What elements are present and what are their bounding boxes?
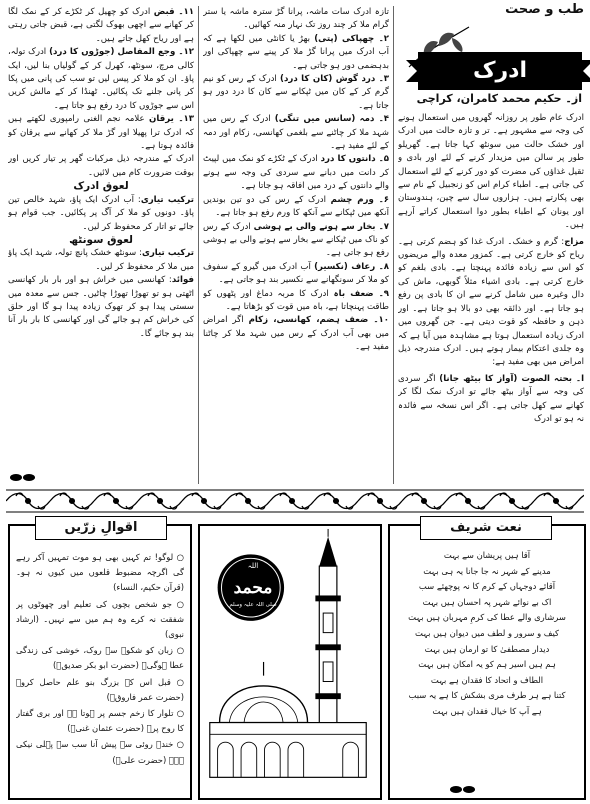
naat-verse-line [396,688,578,704]
verse-part: کرمِ مہربان ہیں بہت [408,612,485,623]
verse-part: الطاف و اتحاد کا [485,674,544,685]
naat-title: نعت شریف [420,516,552,540]
calligraphy-name: محمد [233,578,273,598]
remedy-8-heading: ۸۔ رعاف (نکسیر) [314,261,389,272]
recipe-1-heading: ترکیب تیاری [140,194,194,205]
remedy-9-text: ادرک کا مربہ دماغ اور پٹھوں کو طاقت پہنچاتا ہے، باہ میں قوت کو بڑھاتا ہے۔ [203,288,389,312]
remedy-13-text: علامہ نجم الغنی رامپوری لکھتے ہیں کہ ادرک ترا پھیلا اور گڑ ملا کر کھانے سے یرقان کو فائدہ ہوتا ہے۔ [8,114,194,152]
verse-part: ہے آپ کا خیال [490,705,542,716]
naat-verse-line [396,579,578,595]
naat-verse-line [396,548,578,564]
saying-item: ○ تلوار کا زخم جسم پر ہوتا ہے اور بری گفتار کا روح پر۔ (حضرت عثمان غنیؓ) [16,708,184,734]
sayings-title: اقوالِ زرّیں [35,516,167,540]
end-mark [10,472,36,482]
saying-item: ○ لوگو! تم کہیں بھی ہو موت تمہیں آکر رہے گی اگرچہ مضبوط قلعوں میں کیوں نہ ہو۔ (قرآن حکیم، النساء) [16,552,184,593]
remedy-8-text: آب ادرک میں گیرو کے سفوف کو ملا کر سونگھانے سے نکسیر بند ہو جاتی ہے۔ [203,261,389,286]
compounds-intro: ادرک کے مندرجہ ذیل مرکبات گھر پر تیار کریں اور بوقت ضرورت کام میں لائیں۔ [8,154,194,178]
remedy-11-text: ادرک کو چھیل کر ٹکڑے کر کے نمک لگا کر کھانے سے اچھی بھوک لگتی ہے، قبض جاتی رہتی ہے اور ریاح کھل جاتے ہیں۔ [8,7,194,44]
remedy-2-heading: ۲۔ چھپاکی (پتی) [314,33,389,44]
naat-verse-line [396,642,578,658]
article-column-right: ادرک عام طور پر روزانہ گھروں میں استعمال ہونے کی وجہ سے مشہور ہے۔ تر و تازہ حالت میں ادرک اور خشک حالت میں سونٹھ کہا جاتا ہے۔ گھریلو طور پر سالن میں مزیدار کرنے کے لئے اور بادی و ثقیل غذاؤں کی مضرت کو دور کرنے کے لئے استعمال کی جاتی ہے۔ اطباء کرام اس کو زنجبیل کے نام سے بھی پکارتے ہیں۔ ہزاروں سال سے چین، ہندوستان اور یونان کے اطباء بطور دوا استعمال کراتے آرہے ہیں۔ مزاج: گرم و خشک۔ ادرک غذا کو ہضم کرتی ہے۔ ریاح کو خارج کرتی ہے۔ کمزور معدہ والے مریضوں کو اس سے زیادہ فائدہ پہنچتا ہے۔ بادی بلغم کو خارج کرتی ہے۔ بادی اشیاء مثلاً گوبھی، ماش کی دال وغیرہ میں شامل کرنے سے ان کا بادی پن رفع ہو جاتا ہے۔ اور ذائقہ بھی دو بالا ہو جاتا ہے۔ اور ذہن و حافظہ کو قوت دیتی ہے۔ جن گھروں میں ادرک زیادہ استعمال ہوتا ہے مشاہدہ میں آیا ہے کہ وہ جلدی اعتکام بیمار ہوتے ہیں۔ ادرک مندرجہ ذیل امراض میں بھی مفید ہے: ا۔ بحتہ الصوت (آواز کا بیٹھ جانا) اگر سردی کی وجہ سے آواز بیٹھ جائے تو ادرک نمک لگا کر کھانے سے کھل جاتی ہے۔ اگر اس نسخہ سے فائدہ نہ ہو تو ادرک [398,113,584,424]
remedy-2-text: بھڑ یا کانٹی میں لکھا ہے کہ آب ادرک میں پرانا گڑ ملا کر پینے سے چھپاکی اور بدہضمی دور ہو جاتی ہے۔ [203,33,389,71]
verse-part: یہ امکان ہیں بہت [418,659,483,670]
naat-verse-line [396,626,578,642]
verse-part: دیوان ہیں بہت [415,627,469,638]
remedy-4-text: ادرک کے رس میں شہد ملا کر چاٹنے سے بلغمی کھانسی، زکام اور دمہ کے لئے مفید ہے۔ [203,114,389,152]
verse-part: فقدان ہے بہت [430,674,483,685]
column-divider [393,6,394,484]
remedy-7-text: ادرک کے رس کو ناک میں ٹپکانے سے بخار سے ہونے والی بے ہوشی رفع ہو جاتی ہے۔ [203,221,389,259]
saying-item: ○ زبان کو شکوہ سے روک، خوشی کی زندگی عطا ہوگی۔ (حضرت ابو بکر صدیقؓ) [16,645,184,671]
calligraphy-allah: اللہ [247,562,259,570]
sayings-list [16,550,184,792]
benefits-text: کھانسی میں خراش ہو اور بار بار کھانسی اٹھتی ہو تو تھوڑا تھوڑا چاٹیں۔ جس سے معدہ میں سستی پیدا ہو کر تھوک زیادہ پیدا ہو گا اور حلق کی خراش کم ہو جائے گی اور کھانسی کا بار بار آنا بند ہو جائے گا۔ [8,275,194,339]
intro-paragraph: ادرک عام طور پر روزانہ گھروں میں استعمال ہونے کی وجہ سے مشہور ہے۔ تر و تازہ حالت میں ادرک اور خشک حالت میں سونٹھ کہا جاتا ہے۔ گھریلو طور پر سالن میں مزیدار کرنے کے لئے اور بادی و ثقیل غذاؤں کی مضرت کو دور کرنے کے لئے استعمال کی جاتی ہے۔ اطباء کرام اس کو زنجبیل کے نام سے بھی پکارتے ہیں۔ ہزاروں سال سے چین، ہندوستان اور یونان کے اطباء بطور دوا استعمال کراتے آرہے ہیں۔ [398,113,584,231]
remedy-4-heading: ۴۔ دمہ (سانس میں تنگی) [274,114,389,125]
remedy-1-heading: ا۔ بحتہ الصوت (آواز کا بیٹھ جانا) [439,373,584,384]
section-title: طب و صحت [505,2,584,17]
verse-part: آقا [521,550,531,560]
verse-part: شہر نہ جا جانا یہ ہی بہت [423,565,518,576]
author-byline: از۔ حکیم محمد کامران، کراچی [416,92,582,105]
column-divider [198,6,199,484]
remedy-9-heading: ۹۔ ضعف باہ [333,288,389,299]
mizaj-paragraph: گرم و خشک۔ ادرک غذا کو ہضم کرتی ہے۔ ریاح کو خارج کرتی ہے۔ کمزور معدہ والے مریضوں کو اس سے زیادہ فائدہ پہنچتا ہے۔ بادی بلغم کو خارج کرتی ہے۔ بادی اشیاء مثلاً گوبھی، ماش کی دال وغیرہ میں شامل کرنے سے ان کا بادی پن رفع ہو جاتا ہے۔ اور ذائقہ بھی دو بالا ہو جاتا ہے۔ اور ذہن و حافظہ کو قوت دیتی ہے۔ جن گھروں میں ادرک زیادہ استعمال ہوتا ہے مشاہدہ میں آیا ہے کہ وہ جلدی اعتکام بیمار ہوتے ہیں۔ ادرک مندرجہ ذیل امراض میں بھی مفید ہے: [398,236,584,368]
floral-border [6,488,584,514]
benefits-heading: فوائد [171,275,194,286]
recipe-2-text: سونٹھ خشک پانچ تولہ، شہد ایک پاؤ میں ملا کر محفوظ کر لیں۔ [8,248,194,272]
naat-verse-line [396,610,578,626]
remedy-13-heading: ۱۳۔ یرقان [149,114,194,125]
naat-verse-line [396,595,578,611]
sayings-box [8,520,192,800]
verse-part: کیف و سرور و لطف میں [471,627,559,638]
verse-part: فقدان ہیں بہت [432,705,489,716]
verse-part: سب [418,581,435,592]
compound-1-heading: لعوق ادرک [73,180,129,193]
verse-part: اک بے نوائے شہر پہ احسان ہیں بہت [422,596,552,607]
remedy-5-heading: ۵۔ دانتوں کا درد [320,154,389,165]
compound-2-heading: لعوق سونٹھ [69,233,133,246]
article-masthead [398,0,588,108]
saying-item: ○ جو شخص بچوں کی تعلیم اور چھوٹوں پر شفقت نہ کرے وہ ہم میں سے نہیں۔ (ارشاد نبوی) [16,598,184,640]
remedy-3-heading: ۳۔ درد گوش (کان کا درد) [280,74,389,85]
remedy-12-text: ادرک تولہ، کالی مرچ، سونٹھ، کھرل کر کے گولیاں بنا لیں، ایک پاؤ۔ ان کو ملا کر پیس لیں تو سب کی پانی میں پکا کر پانی جلنے تک پکائیں۔ ٹھنڈا کر کے مالش کریں اس سے جوڑوں کا درد رفع ہو جاتا ہے۔ [8,47,194,111]
naat-verse-line [396,673,578,689]
naat-box [388,520,586,800]
verse-part: آقائے دوجہاں کے کرم کا نہ پوچھئے [436,581,556,592]
remedy-7-heading: ۷۔ بخار سے ہونے والی بے ہوشی [253,221,389,232]
remedy-11-heading: ۱۱۔ قبض [153,7,194,17]
remedy-3-text: ادرک کے رس کو نیم گرم کر کے کان میں ٹپکانے سے کان کا درد دور ہو جاتا ہے۔ [203,74,389,111]
verse-part: دیدار مصطفیٰ کا [490,643,550,654]
verse-part: بشکش کا ہے یہ سبب [408,690,486,701]
article-title-banner: ادرک [418,52,582,90]
verse-part: کتنا ہے ہر طرف مری [488,690,566,701]
article-column-middle [203,6,389,484]
verse-part: مدینے کے [520,565,551,576]
remedy-5-text: ادرک کے ٹکڑے کو نمک میں لپیٹ کر دانت میں دبانے سے سردی کی وجہ سے ہونے والے دانتوں کے درد میں افاقہ ہو جاتا ہے۔ [203,154,389,192]
remedy-6-heading: ۶۔ ورم چشم [330,194,389,205]
remedy-6-text: ادرک کے رس کی دو تین بوندیں آنکھ میں ٹپکانے سے آنکھ کا ورم رفع ہو جاتا ہے۔ [203,194,389,219]
saying-item: ○ قبل اس کے بزرگ بنو علم حاصل کرو۔ (حضرت عمر فاروقؓ) [16,676,184,702]
remedy-1-text: اگر سردی کی وجہ سے آواز بیٹھ جائے تو ادرک نمک لگا کر کھانے سے کھل جاتی ہے۔ اگر اس نسخہ سے فائدہ نہ ہو تو ادرک [398,373,584,424]
saying-item: ○ خندہ روئی سے پیش آنا سب سے پہلی نیکی ہے۔ (حضرت علیؓ) [16,739,184,765]
mizaj-heading: مزاج [564,236,584,247]
naat-verse-line [396,657,578,673]
verse-part: تو ارمان ہیں بہت [424,643,489,654]
col2-lead: تازہ ادرک سات ماشہ، پرانا گڑ سترہ ماشہ یا ستر گرام ملا کر چند روز تک نہار منہ کھائیں۔ [203,7,389,31]
remedy-10-heading: ۱۰۔ ضعف ہضم، کھانسی، زکام [248,315,389,326]
naat-verses [396,548,578,720]
recipe-1-text: آب ادرک ایک پاؤ، شہد خالص تین پاؤ۔ دونوں کو ملا کر آگ پر پکائیں۔ جب قوام ہو جائے تو اتار کر محفوظ کر لیں۔ [8,194,194,232]
verse-part: سرشاری والے عطا کی [486,612,566,623]
end-mark [450,784,476,794]
remedy-10-text: اگر امراض میں بھی آب ادرک کے رس میں شہد ملا کر چاٹنا مفید ہے۔ [203,315,389,353]
remedy-12-heading: ۱۲۔ وجع المفاصل (جوڑوں کا درد) [49,47,194,58]
recipe-2-heading: ترکیب تیاری [141,248,194,259]
naat-verse-line [396,704,578,720]
verse-part: ہیں پریشان سے بہت [443,550,519,560]
mosque-illustration-box [198,524,382,800]
calligraphy-blessing: صلی اللہ علیہ وسلم [229,602,277,608]
verse-part: ہم ہیں اسیر ہم کو [485,659,556,670]
naat-verse-line [396,564,578,580]
article-column-left: ۱۱۔ قبض ادرک کو چھیل کر ٹکڑے کر کے نمک لگا کر کھانے سے اچھی بھوک لگتی ہے، قبض جاتی رہتی ہے اور ریاح کھل جاتے ہیں۔ ۱۲۔ وجع المفاصل (جوڑوں کا درد) ادرک تولہ، کالی مرچ، سونٹھ، کھرل کر کے گولیاں بنا لیں، ایک پاؤ۔ ان کو ملا کر پیس لیں تو سب کی پانی میں پکا کر پانی جلنے تک پکائیں۔ ٹھنڈا کر کے مالش کریں اس سے جوڑوں کا درد رفع ہو جاتا ہے۔ ۱۳۔ یرقان علامہ نجم الغنی رامپوری لکھتے ہیں کہ ادرک ترا پھیلا اور گڑ ملا کر کھانے سے یرقان کو فائدہ ہوتا ہے۔ ادرک کے مندرجہ ذیل مرکبات گھر پر تیار کریں اور بوقت ضرورت کام میں لائیں۔ لعوق ادرک ترکیب تیاری: آب ادرک ایک پاؤ، شہد خالص تین پاؤ۔ دونوں کو ملا کر آگ پر پکائیں۔ جب قوام ہو جائے تو اتار کر محفوظ کر لیں۔ لعوق سونٹھ ترکیب تیاری: سونٹھ خشک پانچ تولہ، شہد ایک پاؤ میں ملا کر محفوظ کر لیں۔ فوائد: کھانسی میں خراش ہو اور بار بار کھانسی اٹھتی ہو تو تھوڑا تھوڑا چاٹیں۔ جس سے معدہ میں سستی پیدا ہو کر تھوک زیادہ پیدا ہو گا اور حلق کی خراش کم ہو جائے گی اور کھانسی کا بار بار آنا بند ہو جائے گا۔ [8,7,194,339]
